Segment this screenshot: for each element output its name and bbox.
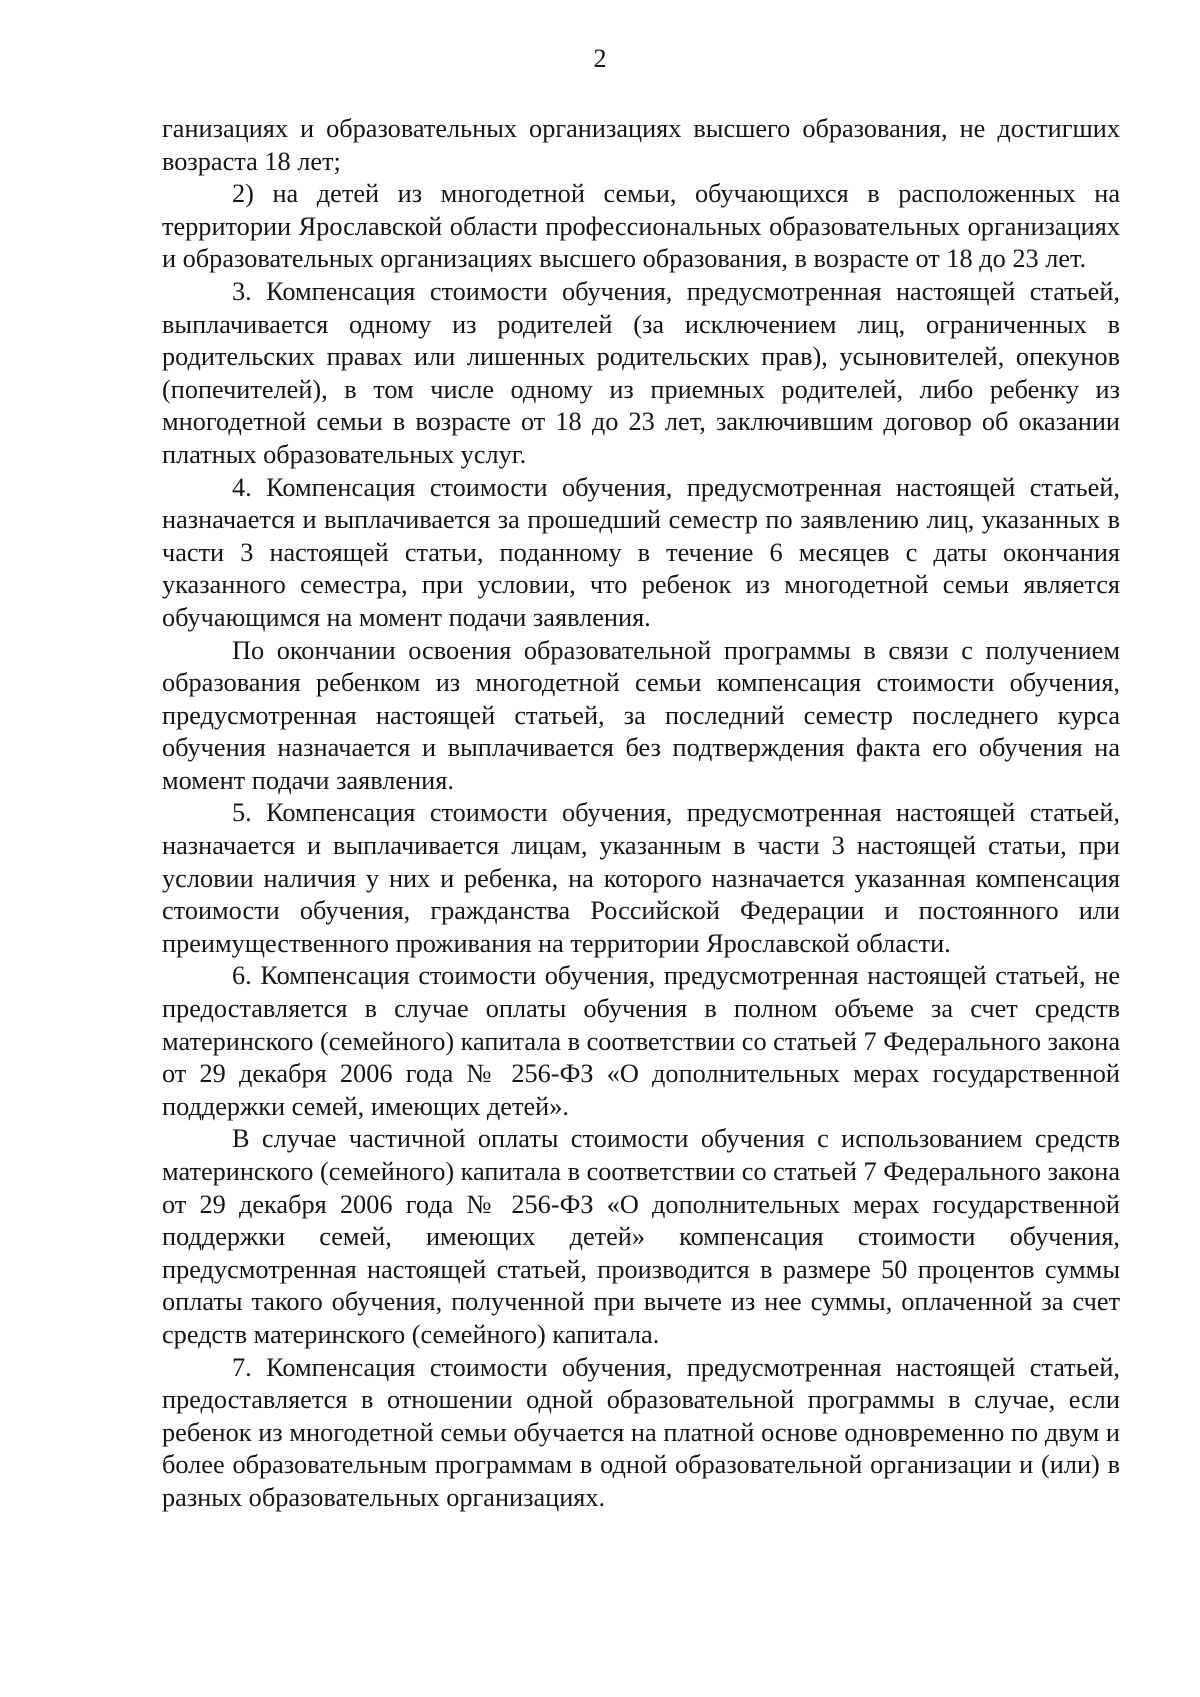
paragraph-part-4: 4. Компенсация стоимости обучения, предусмотренная настоящей статьей, назначается и выплачивается за прошедший семестр по заявлению лиц, указанных в части 3 настоящей статьи, поданному в течение 6 месяцев с даты окончания указанного семестра, при условии, что ребенок из многодетной семьи является обучающимся на момент подачи заявления. [162, 472, 1120, 632]
document-body [162, 113, 1120, 1515]
page-number: 2 [593, 44, 607, 73]
paragraph-item-2: 2) на детей из многодетной семьи, обучающихся в расположенных на территории Ярославской области профессиональных образовательных организациях и образовательных организациях высшего образования, в возрасте от 18 до 23 лет. [162, 179, 1120, 274]
paragraph-part-3: 3. Компенсация стоимости обучения, предусмотренная настоящей статьей, выплачивается одному из родителей (за исключением лиц, ограниченных в родительских правах или лишенных родительских прав), усыновителей, опекунов (попечителей), в том числе одному из приемных родителей, либо ребенку из многодетной семьи в возрасте от 18 до 23 лет, заключившим договор об оказании платных образовательных услуг. [162, 276, 1120, 469]
paragraph-part-5: 5. Компенсация стоимости обучения, предусмотренная настоящей статьей, назначается и выплачивается лицам, указанным в части 3 настоящей статьи, при условии наличия у них и ребенка, на которого назначается указанная компенсация стоимости обучения, гражданства Российской Федерации и постоянного или преимущественного проживания на территории Ярославской области. [162, 798, 1120, 958]
paragraph-part-6: 6. Компенсация стоимости обучения, предусмотренная настоящей статьей, не предоставляется в случае оплаты обучения в полном объеме за счет средств материнского (семейного) капитала в соответствии со статьей 7 Федерального закона от 29 декабря 2006 года № 256-ФЗ «О дополнительных мерах государственной поддержки семей, имеющих детей». [162, 961, 1120, 1121]
paragraph-part-6-addendum: В случае частичной оплаты стоимости обучения с использованием средств материнского (семейного) капитала в соответствии со статьей 7 Федерального закона от 29 декабря 2006 года № 256-ФЗ «О дополнительных мерах государственной поддержки семей, имеющих детей» компенсация стоимости обучения, предусмотренная настоящей статьей, производится в размере 50 процентов суммы оплаты такого обучения, полученной при вычете из нее суммы, оплаченной за счет средств материнского (семейного) капитала. [162, 1124, 1120, 1349]
paragraph-continuation: ганизациях и образовательных организациях высшего образования, не достигших возраста 18 лет; [162, 114, 1120, 176]
paragraph-part-7: 7. Компенсация стоимости обучения, предусмотренная настоящей статьей, предоставляется в отношении одной образовательной программы в случае, если ребенок из многодетной семьи обучается на платной основе одновременно по двум и более образовательным программам в одной образовательной организации и (или) в разных образовательных организациях. [162, 1352, 1120, 1512]
paragraph-part-4-addendum: По окончании освоения образовательной программы в связи с получением образования ребенком из многодетной семьи компенсация стоимости обучения, предусмотренная настоящей статьей, за последний семестр последнего курса обучения назначается и выплачивается без подтверждения факта его обучения на момент подачи заявления. [162, 635, 1120, 795]
